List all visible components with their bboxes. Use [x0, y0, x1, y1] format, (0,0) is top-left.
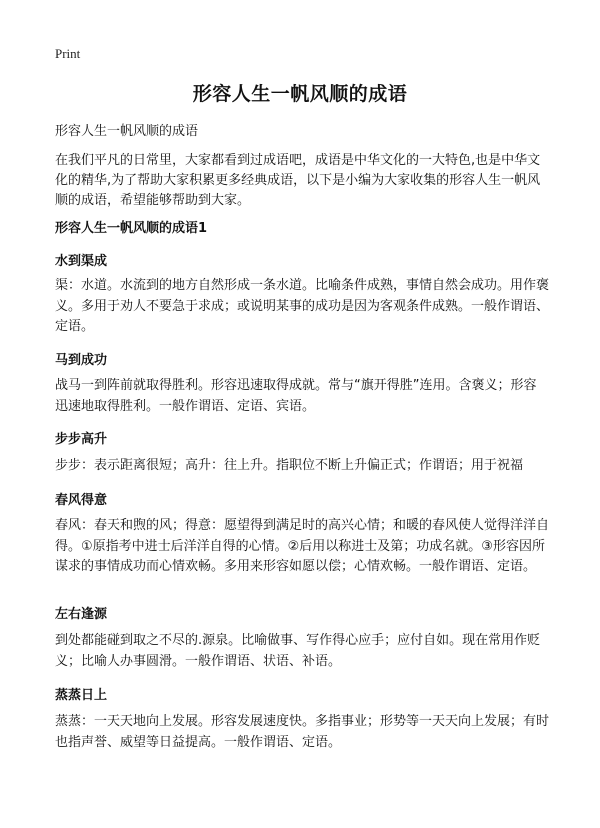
entry-title: 春风得意 [55, 493, 108, 508]
section-heading: 形容人生一帆风顺的成语1 [55, 221, 208, 236]
entry-body: 步步：表示距离很短；高升：往上升。指职位不断上升偏正式；作谓语；用于祝福 [55, 458, 524, 473]
entry-title: 马到成功 [55, 353, 108, 368]
entry-body: 蒸蒸：一天天地向上发展。形容发展速度快。多指事业；形势等一天天向上发展；有时也指声誉、威望等日益提高。一般作谓语、定语。 [55, 714, 550, 750]
subtitle: 形容人生一帆风顺的成语 [55, 124, 199, 139]
entry-title: 水到渠成 [55, 254, 108, 269]
entry-body: 渠：水道。水流到的地方自然形成一条水道。比喻条件成熟，事情自然会成功。用作褒义。多用于劝人不要急于求成；或说明某事的成功是因为客观条件成熟。一般作谓语、定语。 [55, 278, 550, 334]
entry-body: 春风：春天和煦的风；得意：愿望得到满足时的高兴心情；和暖的春风使人觉得洋洋自得。①原指考中进士后洋洋自得的心情。②后用以称进士及第；功成名就。③形容因所谋求的事情成功而心情欢畅。多用来形容如愿以偿；心情欢畅。一般作谓语、定语。 [55, 518, 550, 574]
entry-title: 步步高升 [55, 432, 108, 447]
entry-title: 蒸蒸日上 [55, 688, 108, 703]
page-title: 形容人生一帆风顺的成语 [192, 83, 408, 105]
print-label: Print [55, 46, 81, 61]
entry-body: 到处都能碰到取之不尽的.源泉。比喻做事、写作得心应手；应付自如。现在常用作贬义；比喻人办事圆滑。一般作谓语、状语、补语。 [55, 633, 541, 669]
intro-paragraph: 在我们平凡的日常里，大家都看到过成语吧，成语是中华文化的一大特色,也是中华文化的精华,为了帮助大家积累更多经典成语，以下是小编为大家收集的形容人生一帆风顺的成语，希望能够帮助到大家。 [55, 153, 541, 208]
entry-body: 战马一到阵前就取得胜利。形容迅速取得成就。常与“旗开得胜”连用。含褒义；形容迅速地取得胜利。一般作谓语、定语、宾语。 [55, 378, 537, 414]
entry-title: 左右逢源 [55, 607, 108, 622]
